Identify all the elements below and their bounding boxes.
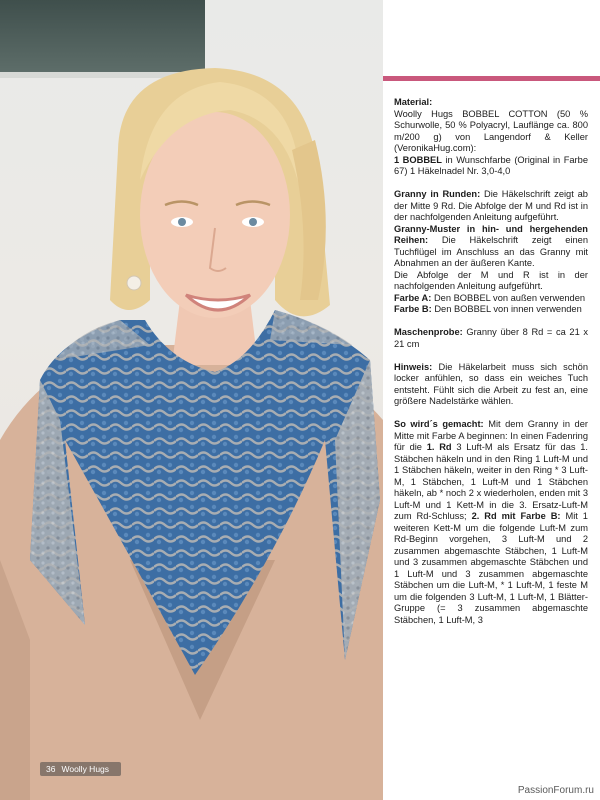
hinweis-paragraph [394, 362, 588, 408]
farbe-b-paragraph [394, 304, 588, 316]
granny-runden-heading: Granny in Runden: [394, 189, 481, 199]
maschenprobe-heading: Maschenprobe: [394, 327, 463, 337]
farbe-a-heading: Farbe A: [394, 292, 432, 303]
bobbel-text: in Wunschfarbe (Original in Farbe 67) 1 Häkelnadel Nr. 3,0-4,0 [394, 154, 588, 176]
material-heading: Material: [394, 97, 433, 107]
magazine-name: Woolly Hugs [61, 764, 110, 774]
article-text-column [394, 97, 588, 626]
bobbel-heading: 1 BOBBEL [394, 154, 442, 165]
anleitung-text-2: 3 Luft-M als Ersatz für das 1. Stäbchen häkeln und in den Ring 1 Luft-M und 1 Stäbchen häkeln, weiter in den Ring * 3 Luft-M, 1 Stäbchen, 1 Luft-M und 1 Stäbchen häkeln, ab * noch 2 x wiederholen, enden mit 3 Luft-M und 1 Kett-M in die 3. Ersatz-Luft-M zum Rd-Schluss; [394, 442, 589, 521]
hinweis-heading: Hinweis: [394, 361, 433, 372]
anleitung-paragraph [394, 419, 588, 626]
granny-runden-text: Die Häkelschrift zeigt ab der Mitte 9 Rd. Die Abfolge der M und Rd ist in der nachfolgenden Anleitung aufgeführt. [394, 189, 588, 222]
maschenprobe-paragraph [394, 327, 588, 350]
abfolge-paragraph: Die Abfolge der M und R ist in der nachfolgenden Anleitung aufgeführt. [394, 269, 588, 291]
maschenprobe-text: Granny über 8 Rd = ca 21 x 21 cm [394, 327, 589, 349]
farbe-b-heading: Farbe B: [394, 304, 432, 314]
anleitung-text-3: Mit 1 weiteren Kett-M um die folgende Luft-M zum Rd-Beginn vorgehen, 3 Luft-M und 2 zusammen abgemaschte Stäbchen, 1 Luft-M und 3 zusammen abgemaschte Stäbchen und 1 Luft-M und 3 zusammen abgemaschte Stäbchen um die Luft-M, * 1 Luft-M, 1 feste M um die folgenden 3 Luft-M, 1 Luft-M, 1 Blätter-Gruppe (= 3 zusammen abgemaschte Stäbchen, 1 Luft-M, 3 [394, 511, 588, 625]
granny-reihen-text: Die Häkelschrift zeigt einen Tuchflügel im Anschluss an das Granny mit Abnahmen an der äußeren Kante. [394, 235, 588, 268]
rd1-heading: 1. Rd [426, 442, 452, 452]
so-wirds-gemacht-heading: So wird´s gemacht: [394, 419, 484, 429]
farbe-a-text: Den BOBBEL von außen verwenden [433, 292, 586, 303]
hinweis-text: Die Häkelarbeit muss sich schön locker anfühlen, so dass ein weiches Tuch entsteht. Fühlt sich die Arbeit zu fest an, eine größere Nadelstärke wählen. [394, 361, 588, 406]
farbe-b-text: Den BOBBEL von innen verwenden [434, 304, 582, 314]
granny-reihen-paragraph [394, 224, 588, 270]
rd2-heading: 2. Rd mit Farbe B: [471, 511, 561, 521]
granny-runden-paragraph [394, 189, 588, 224]
anleitung-text-1: Mit dem Granny in der Mitte mit Farbe A beginnen: In einen Fadenring für die [394, 419, 588, 452]
material-paragraph: Woolly Hugs BOBBEL COTTON (50 % Schurwolle, 50 % Polyacryl, Lauflänge ca. 800 m/200 g) von Langendorf & Keller (VeronikaHug.com): [394, 108, 588, 153]
page-footer [40, 762, 121, 776]
farbe-a-paragraph [394, 293, 588, 305]
watermark: PassionForum.ru [517, 785, 594, 796]
granny-reihen-heading: Granny-Muster in hin- und hergehenden Reihen: [394, 223, 588, 245]
page-number: 36 [46, 764, 56, 774]
bobbel-paragraph [394, 155, 588, 178]
accent-rule [383, 76, 600, 81]
